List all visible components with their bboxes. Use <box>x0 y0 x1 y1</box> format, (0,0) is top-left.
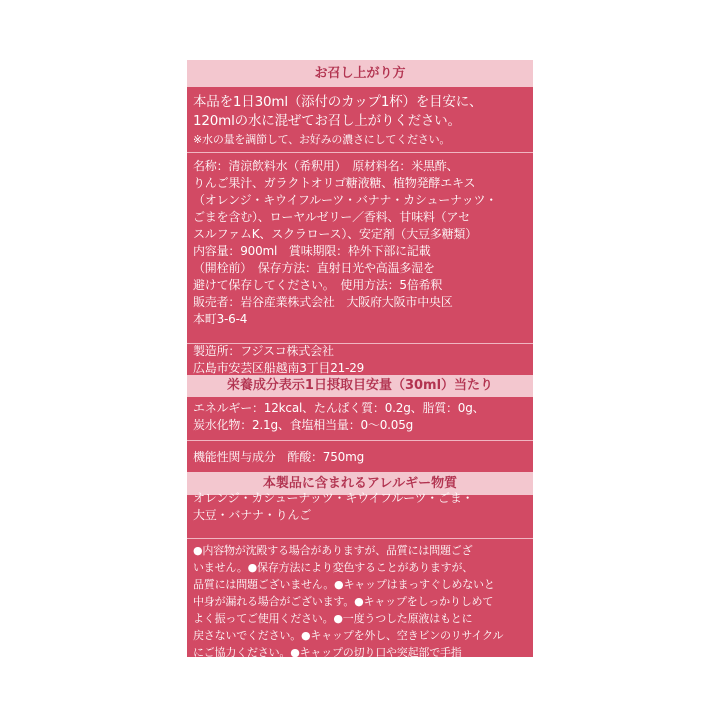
divider <box>187 440 533 441</box>
nutrition-section <box>187 400 533 434</box>
caution-line: ●内容物が沈殿する場合がありますが、品質には問題ござ <box>193 544 473 557</box>
details-line: 内容量：900ml 賞味期限：枠外下部に記載 <box>193 244 431 258</box>
allergy-line: 大豆・バナナ・りんご <box>193 508 312 522</box>
details-line: 販売者：岩谷産業株式会社 大阪府大阪市中央区 <box>193 295 453 309</box>
caution-line: 中身が漏れる場合がございます。●キャップをしっかりしめて <box>193 595 494 608</box>
caution-line: 品質には問題ございません。●キャップはまっすぐしめないと <box>193 578 495 591</box>
functional-text: 機能性関与成分 酢酸：750mg <box>193 450 365 464</box>
nutrition-line: 炭水化物：2.1g、食塩相当量：0～0.05g <box>193 418 414 432</box>
details-line: スルファムK、スクラロース）、安定剤（大豆多糖類） <box>193 227 478 241</box>
allergy-section <box>187 490 533 524</box>
details-line: ごまを含む）、ローヤルゼリー／香料、甘味料（アセ <box>193 210 470 224</box>
caution-line: にご協力ください。●キャップの切り口や突起部で手指 <box>193 646 462 659</box>
howto-line-2: 120mlの水に混ぜてお召し上がりください。 <box>193 113 461 129</box>
details-line: （オレンジ・キウイフルーツ・バナナ・カシューナッツ・ <box>193 193 498 207</box>
details-line: 本町3-6-4 <box>193 312 248 326</box>
howto-note: ※水の量を調節して、お好みの濃さにしてください。 <box>193 133 451 146</box>
howto-line-1: 本品を1日30ml（添付のカップ1杯）を目安に、 <box>193 94 483 110</box>
allergy-title: 本製品に含まれるアレルギー物質 <box>187 472 533 495</box>
nutrition-line: エネルギー：12kcal、たんぱく質：0.2g、脂質：0g、 <box>193 401 485 415</box>
caution-line: などを切らないようにご注意ください。 <box>193 663 388 676</box>
caution-line: よく振ってご使用ください。●一度うつした原液はもとに <box>193 612 473 625</box>
functional-section <box>187 449 533 466</box>
divider <box>187 538 533 539</box>
details-line: （開栓前） 保存方法：直射日光や高温多湿を <box>193 261 435 275</box>
howto-section <box>187 93 533 148</box>
manufacturer-line: 製造所：フジスコ株式会社 <box>193 344 334 358</box>
cautions-section <box>187 542 533 678</box>
caution-line: いません。●保存方法により変色することがありますが、 <box>193 561 474 574</box>
details-section <box>187 158 533 328</box>
manufacturer-section <box>187 343 533 377</box>
caution-line: 戻さないでください。●キャップを外し、空きビンのリサイクル <box>193 629 504 642</box>
howto-title: お召し上がり方 <box>187 60 533 87</box>
product-label <box>187 60 533 676</box>
details-line: 避けて保存してください。 使用方法：5倍希釈 <box>193 278 443 292</box>
details-line: 名称：清涼飲料水（希釈用） 原材料名：米黒酢、 <box>193 159 459 173</box>
details-line: りんご果汁、ガラクトオリゴ糖液糖、植物発酵エキス <box>193 176 476 190</box>
allergy-line: オレンジ・カシューナッツ・キウイフルーツ・ごま・ <box>193 491 474 505</box>
nutrition-title: 栄養成分表示1日摂取目安量（30ml）当たり <box>187 375 533 397</box>
manufacturer-line: 広島市安芸区船越南3丁目21-29 <box>193 361 365 375</box>
